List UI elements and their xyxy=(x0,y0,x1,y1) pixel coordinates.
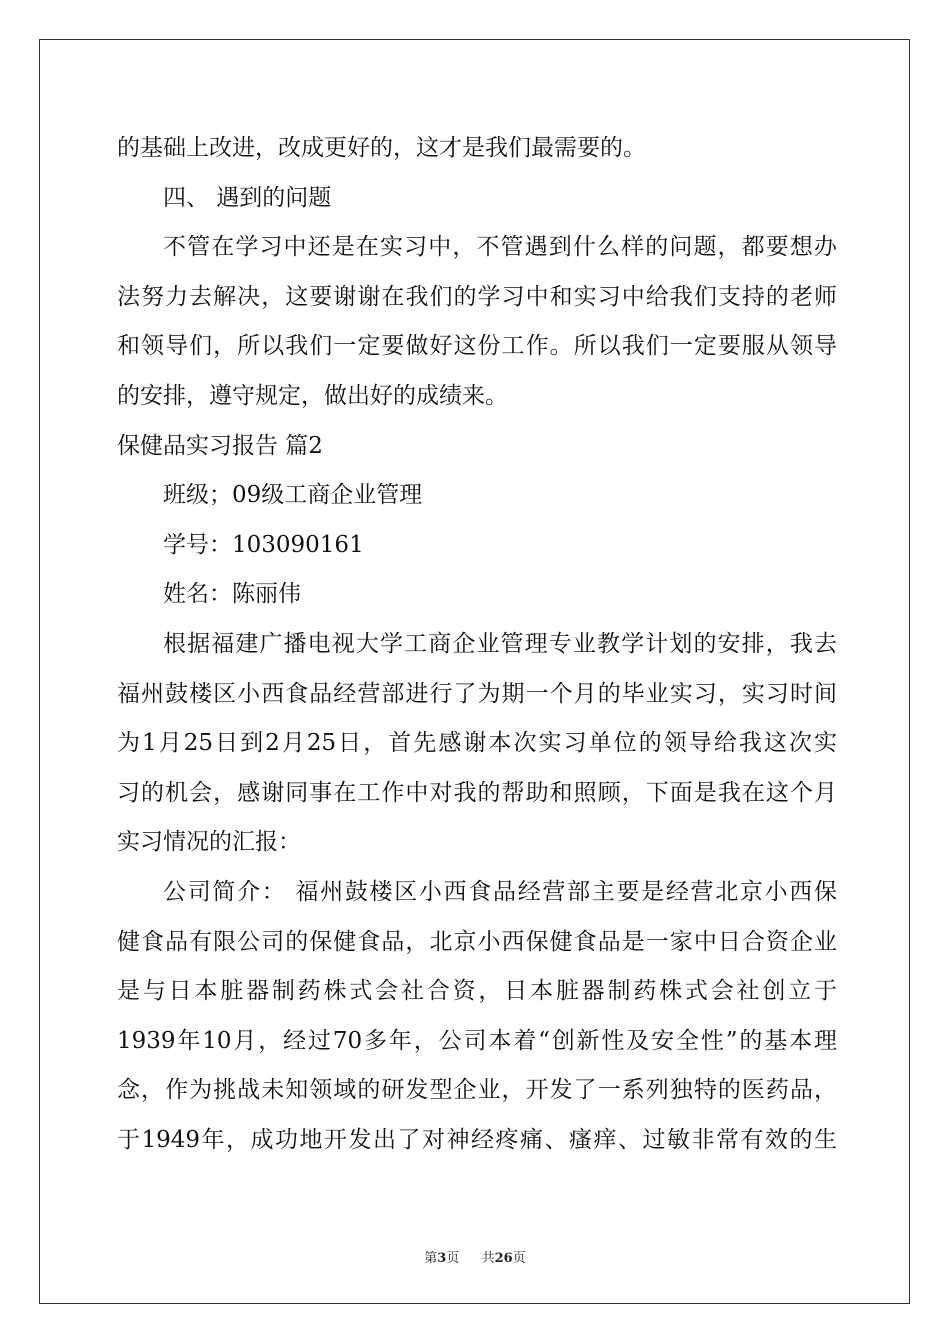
paragraph-line: 1939年10月，经过70多年，公司本着“创新性及安全性”的基本理 xyxy=(117,1027,837,1054)
paragraph-line: 是与日本脏器制药株式会社合资，日本脏器制药株式会社创立于 xyxy=(117,978,837,1005)
paragraph-line: 根据福建广播电视大学工商企业管理专业教学计划的安排，我去 xyxy=(163,630,837,657)
page-current: 3 xyxy=(437,1251,447,1266)
total-label-prefix: 共 xyxy=(481,1251,495,1266)
page-label-suffix: 页 xyxy=(446,1251,460,1266)
paragraph-line: 公司简介： 福州鼓楼区小西食品经营部主要是经营北京小西保 xyxy=(163,878,837,905)
paragraph-line: 为1月25日到2月25日，首先感谢本次实习单位的领导给我这次实 xyxy=(117,730,837,757)
paragraph-line: 不管在学习中还是在实习中，不管遇到什么样的问题，都要想办 xyxy=(163,234,837,261)
class-line: 班级；09级工商企业管理 xyxy=(163,482,423,509)
section-heading: 四、 遇到的问题 xyxy=(163,184,332,211)
total-label-suffix: 页 xyxy=(512,1251,526,1266)
page-label-prefix: 第 xyxy=(424,1251,438,1266)
paragraph-line: 健食品有限公司的保健食品，北京小西保健食品是一家中日合资企业 xyxy=(117,928,837,955)
paragraph-line: 于1949年，成功地开发出了对神经疼痛、瘙痒、过敏非常有效的生 xyxy=(117,1126,837,1153)
paragraph-line: 的安排，遵守规定，做出好的成绩来。 xyxy=(117,382,508,409)
paragraph-line: 的基础上改进，改成更好的，这才是我们最需要的。 xyxy=(117,135,646,161)
student-id-line: 学号：103090161 xyxy=(163,531,364,558)
name-line: 姓名：陈丽伟 xyxy=(163,581,301,608)
paragraph-line: 实习情况的汇报： xyxy=(117,829,301,856)
paragraph-line: 福州鼓楼区小西食品经营部进行了为期一个月的毕业实习，实习时间 xyxy=(117,680,837,707)
page-footer xyxy=(0,1247,950,1266)
paragraph-line: 法努力去解决，这要谢谢在我们的学习中和实习中给我们支持的老师 xyxy=(117,283,837,310)
document-body xyxy=(117,124,837,1165)
report-title: 保健品实习报告 篇2 xyxy=(117,432,323,459)
paragraph-line: 念，作为挑战未知领域的研发型企业，开发了一系列独特的医药品， xyxy=(117,1077,837,1104)
page-total: 26 xyxy=(494,1251,513,1266)
paragraph-line: 习的机会，感谢同事在工作中对我的帮助和照顾，下面是我在这个月 xyxy=(117,779,837,806)
paragraph-line: 和领导们，所以我们一定要做好这份工作。所以我们一定要服从领导 xyxy=(117,333,837,360)
